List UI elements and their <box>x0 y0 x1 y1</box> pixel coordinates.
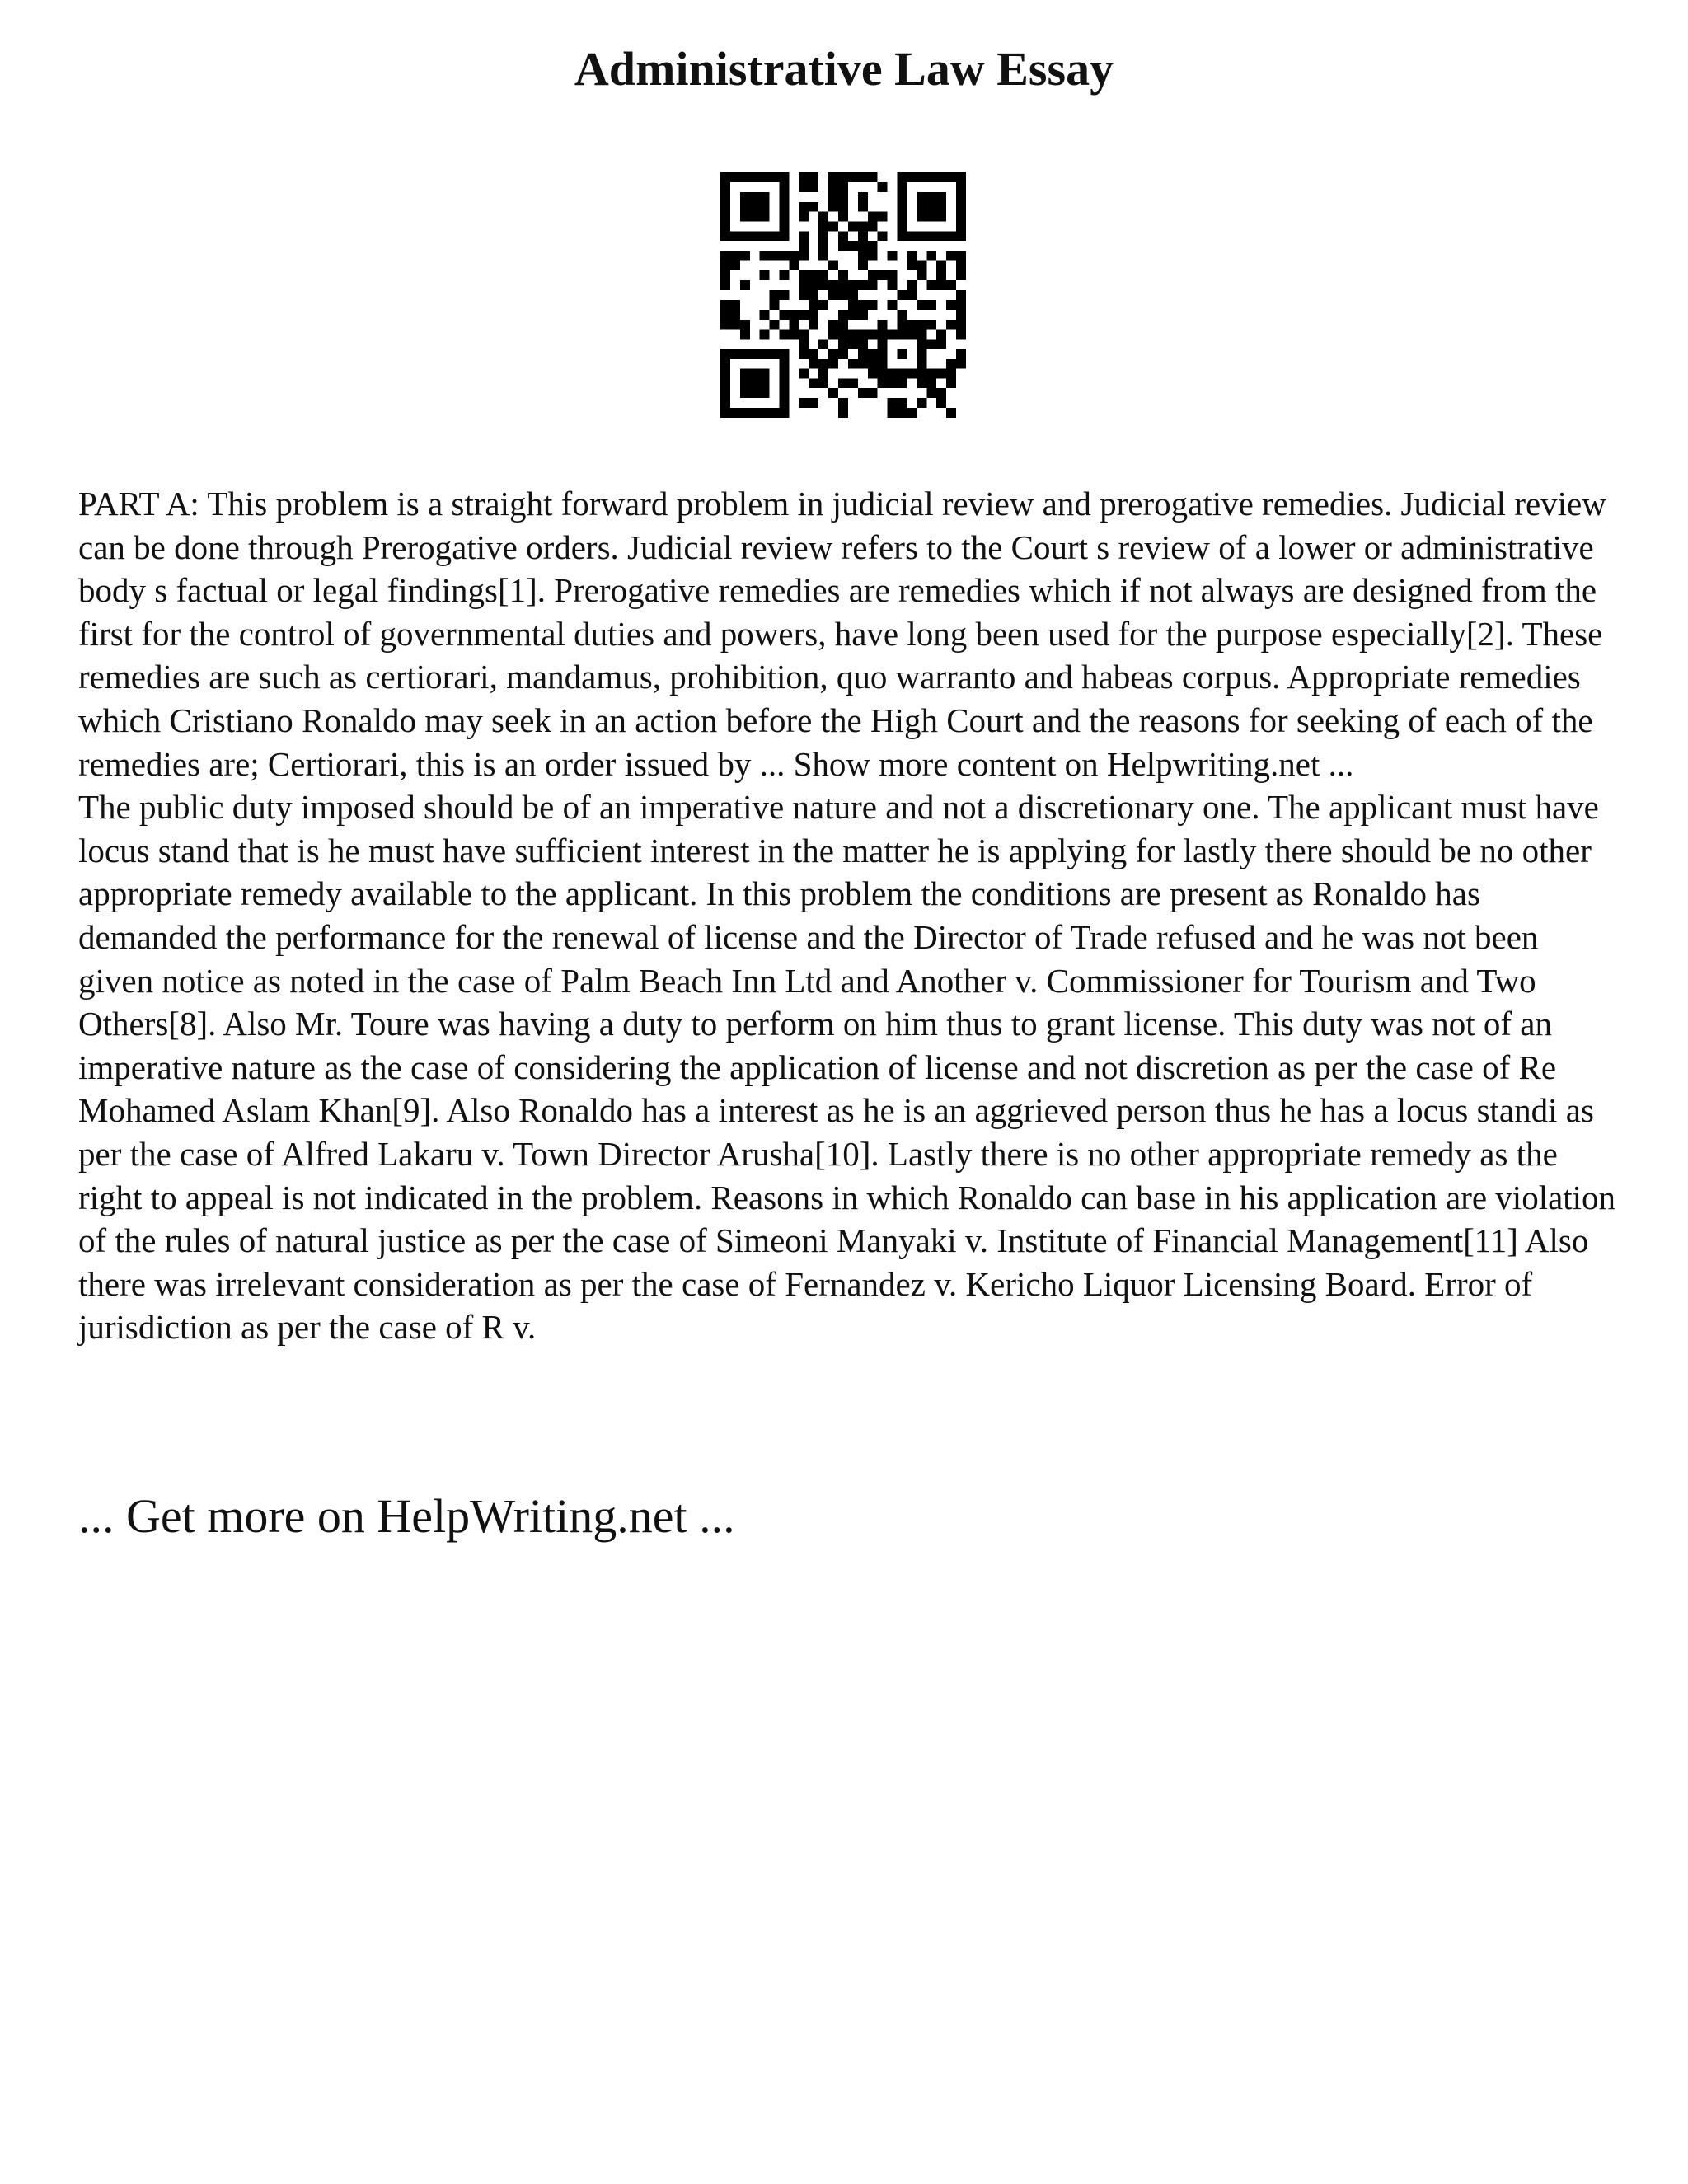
get-more-link[interactable]: ... Get more on HelpWriting.net ... <box>78 1489 735 1543</box>
essay-body <box>78 482 1620 1349</box>
qr-code-icon <box>720 172 966 418</box>
document-title: Administrative Law Essay <box>574 42 1114 96</box>
paragraph: The public duty imposed should be of an imperative nature and not a discretionary one. The applicant must have locus stand that is he must have sufficient interest in the matter he is applying for lastly there should be no other appropriate remedy available to the applicant. In this problem the conditions are present as Ronaldo has demanded the performance for the renewal of license and the Director of Trade refused and he was not been given notice as noted in the case of Palm Beach Inn Ltd and Another v. Commissioner for Tourism and Two Others[8]. Also Mr. Toure was having a duty to perform on him thus to grant license. This duty was not of an imperative nature as the case of considering the application of license and not discretion as per the case of Re Mohamed Aslam Khan[9]. Also Ronaldo has a interest as he is an aggrieved person thus he has a locus standi as per the case of Alfred Lakaru v. Town Director Arusha[10]. Lastly there is no other appropriate remedy as the right to appeal is not indicated in the problem. Reasons in which Ronaldo can base in his application are violation of the rules of natural justice as per the case of Simeoni Manyaki v. Institute of Financial Management[11] Also there was irrelevant consideration as per the case of Fernandez v. Kericho Liquor Licensing Board. Error of jurisdiction as per the case of R v. <box>78 788 1616 1347</box>
paragraph: PART A: This problem is a straight forward problem in judicial review and prerogative remedies. Judicial review can be done through Prerogative orders. Judicial review refers to the Court s review of a lower or administrative body s factual or legal findings[1]. Prerogative remedies are remedies which if not always are designed from the first for the control of governmental duties and powers, have long been used for the purpose especially[2]. These remedies are such as certiorari, mandamus, prohibition, quo warranto and habeas corpus. Appropriate remedies which Cristiano Ronaldo may seek in an action before the High Court and the reasons for seeking of each of the remedies are; Certiorari, this is an order issued by ... Show more content on Helpwriting.net ... <box>78 485 1606 783</box>
